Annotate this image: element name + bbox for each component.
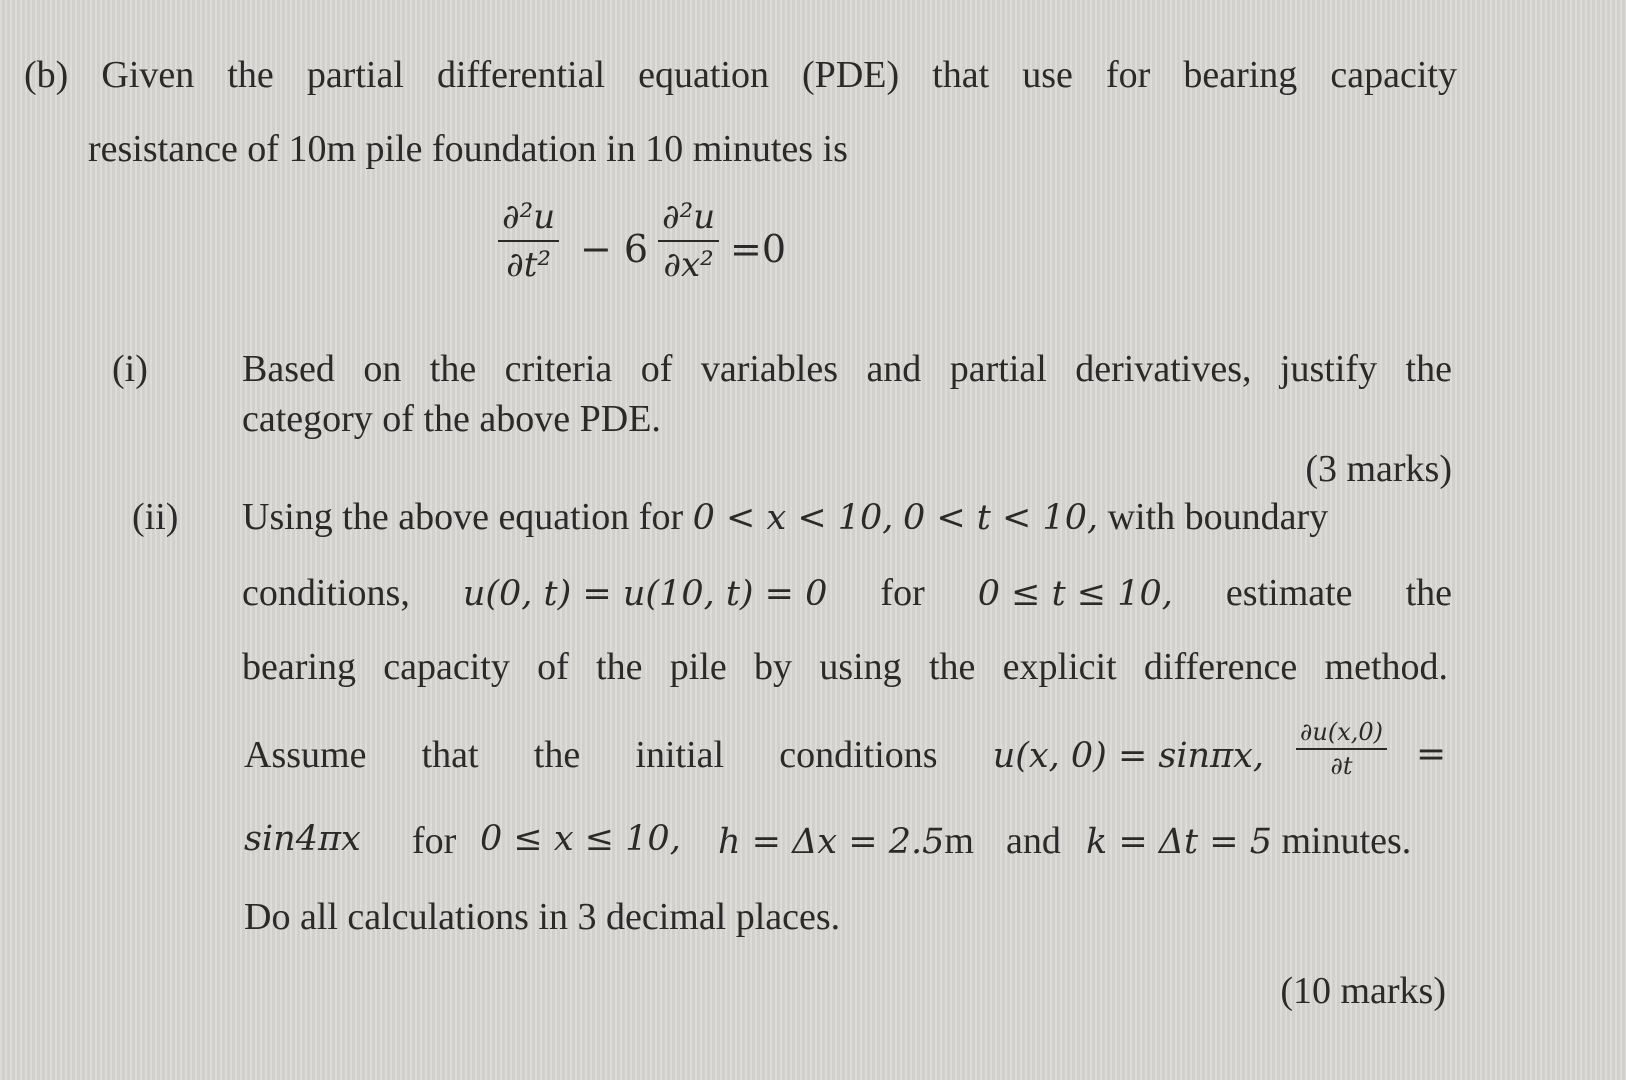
text-word: on [363,348,402,390]
part-label: (b) [24,54,69,96]
initial-condition-u: u(x, 0) = sinπx, [992,736,1264,776]
text-word: the [429,348,477,390]
pde-fraction-t [498,197,559,285]
text-word: the [1405,572,1452,614]
text-word: for [1105,54,1151,96]
q2-line4 [244,736,1264,774]
q2-label: (ii) [132,496,179,538]
q2-line6: Do all calculations in 3 decimal places. [244,896,841,938]
text-word: the [596,646,643,688]
text-word: for [880,572,925,614]
pde-numerator: ∂²u [498,200,559,242]
text-word: equation [638,54,769,96]
space-range: 0 ≤ x ≤ 10, [480,819,681,859]
text-word: the [928,646,976,688]
step-size-k [1086,822,1411,860]
step-k-unit: minutes. [1271,820,1412,862]
text-word: by [754,646,793,688]
step-h-unit: m [944,820,974,862]
pde-denominator: ∂x² [663,245,714,285]
q2-line2 [242,574,1452,612]
question-b-line1 [24,56,1457,94]
text-word: partial [306,54,404,96]
initial-velocity-value: sin4πx [244,819,361,859]
pde-numerator: ∂²u [658,200,719,242]
text-word: pile [669,646,727,688]
question-b-line2: resistance of 10m pile foundation in 10 minutes is [88,128,848,170]
q2-marks: (10 marks) [1280,970,1446,1012]
text-word: that [421,734,479,776]
q1-line2: category of the above PDE. [242,398,661,440]
text-word: of [640,348,673,390]
text-word: justify [1279,348,1378,390]
q2-line3 [242,648,1448,686]
text-word: and [866,348,922,390]
step-h-math: h = Δx = 2.5 [718,822,945,862]
text-word: capacity [1330,54,1457,96]
text-word: the [227,54,274,96]
step-size-h [718,822,974,860]
text-word: Based [242,348,335,390]
q1-line1 [242,350,1452,388]
text-word: estimate [1225,572,1353,614]
text-word: Assume [244,734,367,776]
text-word: derivatives, [1075,348,1252,390]
pde-denominator: ∂t² [506,245,551,285]
text-word: bearing [242,646,356,688]
initial-velocity-fraction [1296,720,1387,778]
text-word: differential [436,54,606,96]
time-range: 0 ≤ t ≤ 10, [977,574,1173,614]
text-word: bearing [1183,54,1298,96]
text-word: partial [949,348,1047,390]
text-word: and [1006,820,1061,862]
step-k-math: k = Δt = 5 [1086,822,1272,862]
text-word: of [537,646,569,688]
text-word: initial [635,734,725,776]
text-word: Given [101,54,195,96]
text-word: criteria [504,348,613,390]
text-word: explicit [1002,646,1117,688]
pde-equation [498,197,798,300]
text-word: use [1022,54,1073,96]
text-segment: with boundary [1098,496,1329,538]
text-word: for [412,820,457,862]
initial-velocity-equals: = [1416,734,1447,775]
condition-t: 0 < t < 10, [902,498,1099,538]
condition-x: 0 < x < 10, [692,498,894,538]
initial-velocity-denominator: ∂t [1330,752,1353,780]
text-word: that [932,54,990,96]
text-word: using [819,646,902,688]
q1-marks: (3 marks) [1305,448,1452,490]
text-word: the [1405,348,1452,390]
q2-line1 [242,498,1328,536]
text-segment: Using the above equation for [242,496,693,538]
text-word: conditions, [242,572,410,614]
q1-label: (i) [112,348,148,390]
text-word: conditions [779,734,938,776]
pde-equals-zero: =0 [730,227,787,271]
text-word: (PDE) [802,54,900,96]
boundary-conditions: u(0, t) = u(10, t) = 0 [462,574,828,614]
initial-velocity-numerator: ∂u(x,0) [1296,720,1387,750]
pde-minus-six: − 6 [580,227,649,271]
text-word: method. [1324,646,1448,688]
text-word: the [533,734,581,776]
text-word: capacity [383,646,510,688]
text-word: variables [700,348,838,390]
text-word: difference [1143,646,1298,688]
pde-fraction-x [658,197,719,285]
